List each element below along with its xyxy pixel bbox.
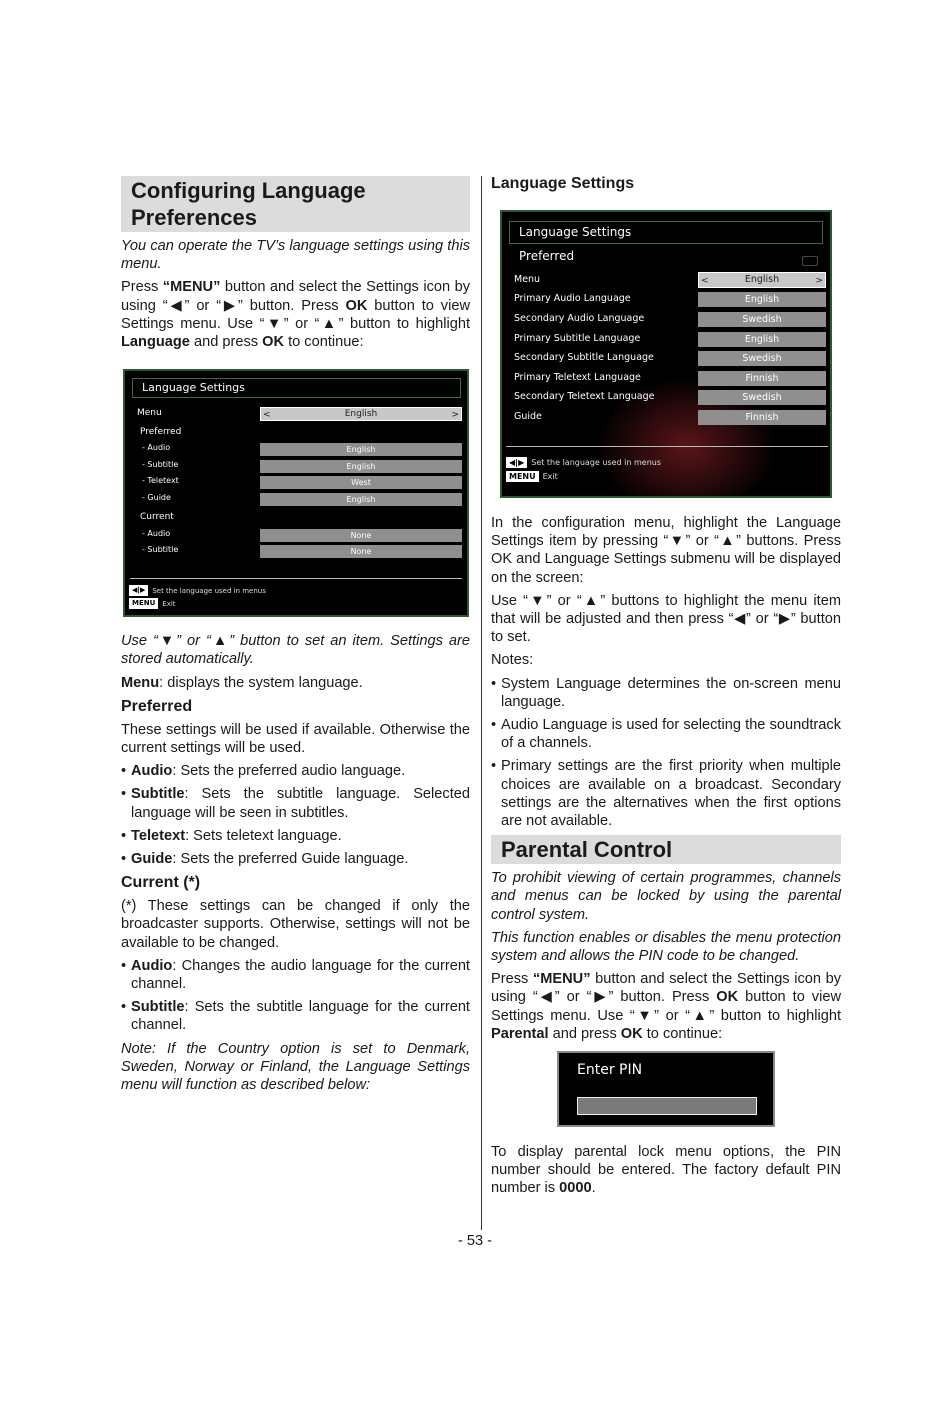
lock-icon — [802, 256, 818, 266]
use-desc: Use “▼” or “▲” buttons to highlight the menu item that will be adjusted and then press “◀” or “▶” button to set. — [491, 592, 841, 646]
row-label: Secondary Audio Language — [514, 313, 645, 324]
screen-divider — [130, 578, 462, 579]
intro-text: You can operate the TV’s language settings using this menu. — [121, 238, 470, 273]
preferred-guide-value[interactable]: English — [260, 493, 462, 506]
language-settings-screen-2 — [500, 210, 832, 498]
list-item: • Audio: Sets the preferred audio language. — [121, 762, 470, 780]
list-item: • Subtitle: Sets the subtitle language. Selected language will be seen in subtitles. — [121, 785, 470, 821]
current-audio-label: - Audio — [142, 529, 171, 539]
list-item: • Subtitle: Sets the subtitle language for the current channel. — [121, 998, 470, 1034]
hint-row: ◀|▶ Set the language used in menus — [506, 457, 661, 468]
current-subtitle-value[interactable]: None — [260, 545, 462, 558]
screen-title: Language Settings — [132, 378, 461, 398]
pin-desc: To display parental lock menu options, the PIN number should be entered. The factory default PIN number is 0000. — [491, 1144, 841, 1197]
chevron-left-icon[interactable]: < — [263, 410, 271, 421]
hint-row: ◀|▶ Set the language used in menus — [129, 585, 266, 596]
screen-title: Language Settings — [509, 221, 823, 244]
right-column — [491, 172, 841, 1203]
config-desc: In the configuration menu, highlight the Language Settings item by pressing “▼” or “▲” buttons. Press OK and Language Settings submenu will be displayed on the screen: — [491, 515, 841, 586]
preferred-heading: Preferred — [121, 697, 193, 715]
column-divider — [481, 176, 482, 1230]
preferred-audio-value[interactable]: English — [260, 443, 462, 456]
section-heading-configuring-language: Configuring Language Preferences — [121, 176, 470, 232]
row-label: Secondary Teletext Language — [514, 391, 655, 402]
use-note: Use “▼” or “▲” button to set an item. Settings are stored automatically. — [121, 633, 470, 668]
list-item: • Audio Language is used for selecting the soundtrack of a channels. — [491, 716, 841, 752]
screen-divider — [506, 446, 828, 447]
page-number: - 53 - — [457, 1233, 493, 1249]
list-item: • Teletext: Sets teletext language. — [121, 827, 470, 845]
parental-intro-1: To prohibit viewing of certain programmes, channels and menus can be locked by using the parental control system. — [491, 870, 841, 923]
row-value[interactable]: Swedish — [698, 390, 826, 405]
preferred-guide-label: - Guide — [142, 493, 171, 503]
pin-input[interactable] — [577, 1097, 757, 1115]
row-value[interactable]: Swedish — [698, 312, 826, 327]
country-note: Note: If the Country option is set to Denmark, Sweden, Norway or Finland, the Language Settings menu will function as described below: — [121, 1040, 470, 1094]
current-audio-value[interactable]: None — [260, 529, 462, 542]
parental-intro-2: This function enables or disables the menu protection system and allows the PIN code to be changed. — [491, 929, 841, 965]
row-label: Guide — [514, 411, 542, 422]
row-value[interactable]: Swedish — [698, 351, 826, 366]
parental-instructions: Press “MENU” button and select the Settings icon by using “◀” or “▶” button. Press OK button to view Settings menu. Use “▼” or “▲” button to highlight Parental and press OK to continue: — [491, 971, 842, 1042]
language-settings-screen-1 — [123, 369, 469, 617]
preferred-label: Preferred — [519, 249, 575, 263]
preferred-teletext-label: - Teletext — [142, 476, 179, 486]
current-heading: Current (*) — [121, 874, 201, 892]
preferred-subtitle-label: - Subtitle — [142, 460, 179, 470]
row-value[interactable]: English — [698, 332, 826, 347]
row-value[interactable]: English — [698, 292, 826, 307]
row-value[interactable]: Finnish — [698, 371, 826, 386]
preferred-list — [121, 762, 470, 868]
list-item: • System Language determines the on-screen menu language. — [491, 675, 841, 711]
row-label: Primary Audio Language — [514, 293, 631, 304]
enter-pin-label: Enter PIN — [577, 1062, 643, 1079]
chevron-left-icon[interactable]: < — [701, 276, 709, 286]
menu-key-icon: MENU — [129, 598, 158, 609]
exit-row: MENU Exit — [506, 471, 558, 482]
row-label: Primary Subtitle Language — [514, 333, 641, 344]
current-label: Current — [140, 512, 174, 523]
row-label: Secondary Subtitle Language — [514, 352, 654, 363]
left-right-keys-icon: ◀|▶ — [506, 457, 527, 468]
menu-value-selector[interactable]: < English > — [260, 407, 462, 421]
list-item: • Audio: Changes the audio language for the current channel. — [121, 957, 470, 993]
row-label: Menu — [514, 274, 541, 285]
preferred-teletext-value[interactable]: West — [260, 476, 462, 489]
list-item: • Primary settings are the first priority when multiple choices are available on a broadcast. Secondary settings are the alternatives when the first options are not available. — [491, 757, 841, 830]
exit-row: MENU Exit — [129, 598, 176, 609]
left-right-keys-icon: ◀|▶ — [129, 585, 148, 596]
current-list — [121, 957, 470, 1035]
language-instructions: Press “MENU” button and select the Settings icon by using “◀” or “▶” button. Press OK button to view Settings menu. Use “▼” or “▲” button to highlight Language and press OK to continue: — [121, 279, 471, 351]
chevron-right-icon[interactable]: > — [815, 276, 823, 286]
menu-key-icon: MENU — [506, 471, 539, 482]
left-column — [121, 176, 470, 1099]
preferred-subtitle-value[interactable]: English — [260, 460, 462, 473]
notes-list — [491, 675, 841, 831]
preferred-desc: These settings will be used if available. Otherwise the current settings will be used. — [121, 721, 470, 757]
section-heading-parental-control: Parental Control — [491, 835, 841, 864]
language-settings-heading: Language Settings — [491, 175, 635, 192]
current-subtitle-label: - Subtitle — [142, 545, 179, 555]
enter-pin-screen — [557, 1051, 775, 1127]
list-item: • Guide: Sets the preferred Guide language. — [121, 850, 470, 868]
menu-language-selector[interactable]: < English > — [698, 272, 826, 288]
preferred-audio-label: - Audio — [142, 443, 171, 453]
current-desc: (*) These settings can be changed if only the broadcaster supports. Otherwise, settings will not be available to be changed. — [121, 898, 470, 951]
preferred-label: Preferred — [140, 427, 182, 438]
row-label: Primary Teletext Language — [514, 372, 641, 383]
row-value[interactable]: Finnish — [698, 410, 826, 425]
notes-label: Notes: — [491, 652, 534, 669]
chevron-right-icon[interactable]: > — [451, 410, 459, 421]
menu-desc: Menu: displays the system language. — [121, 674, 363, 691]
menu-label: Menu — [137, 408, 162, 419]
